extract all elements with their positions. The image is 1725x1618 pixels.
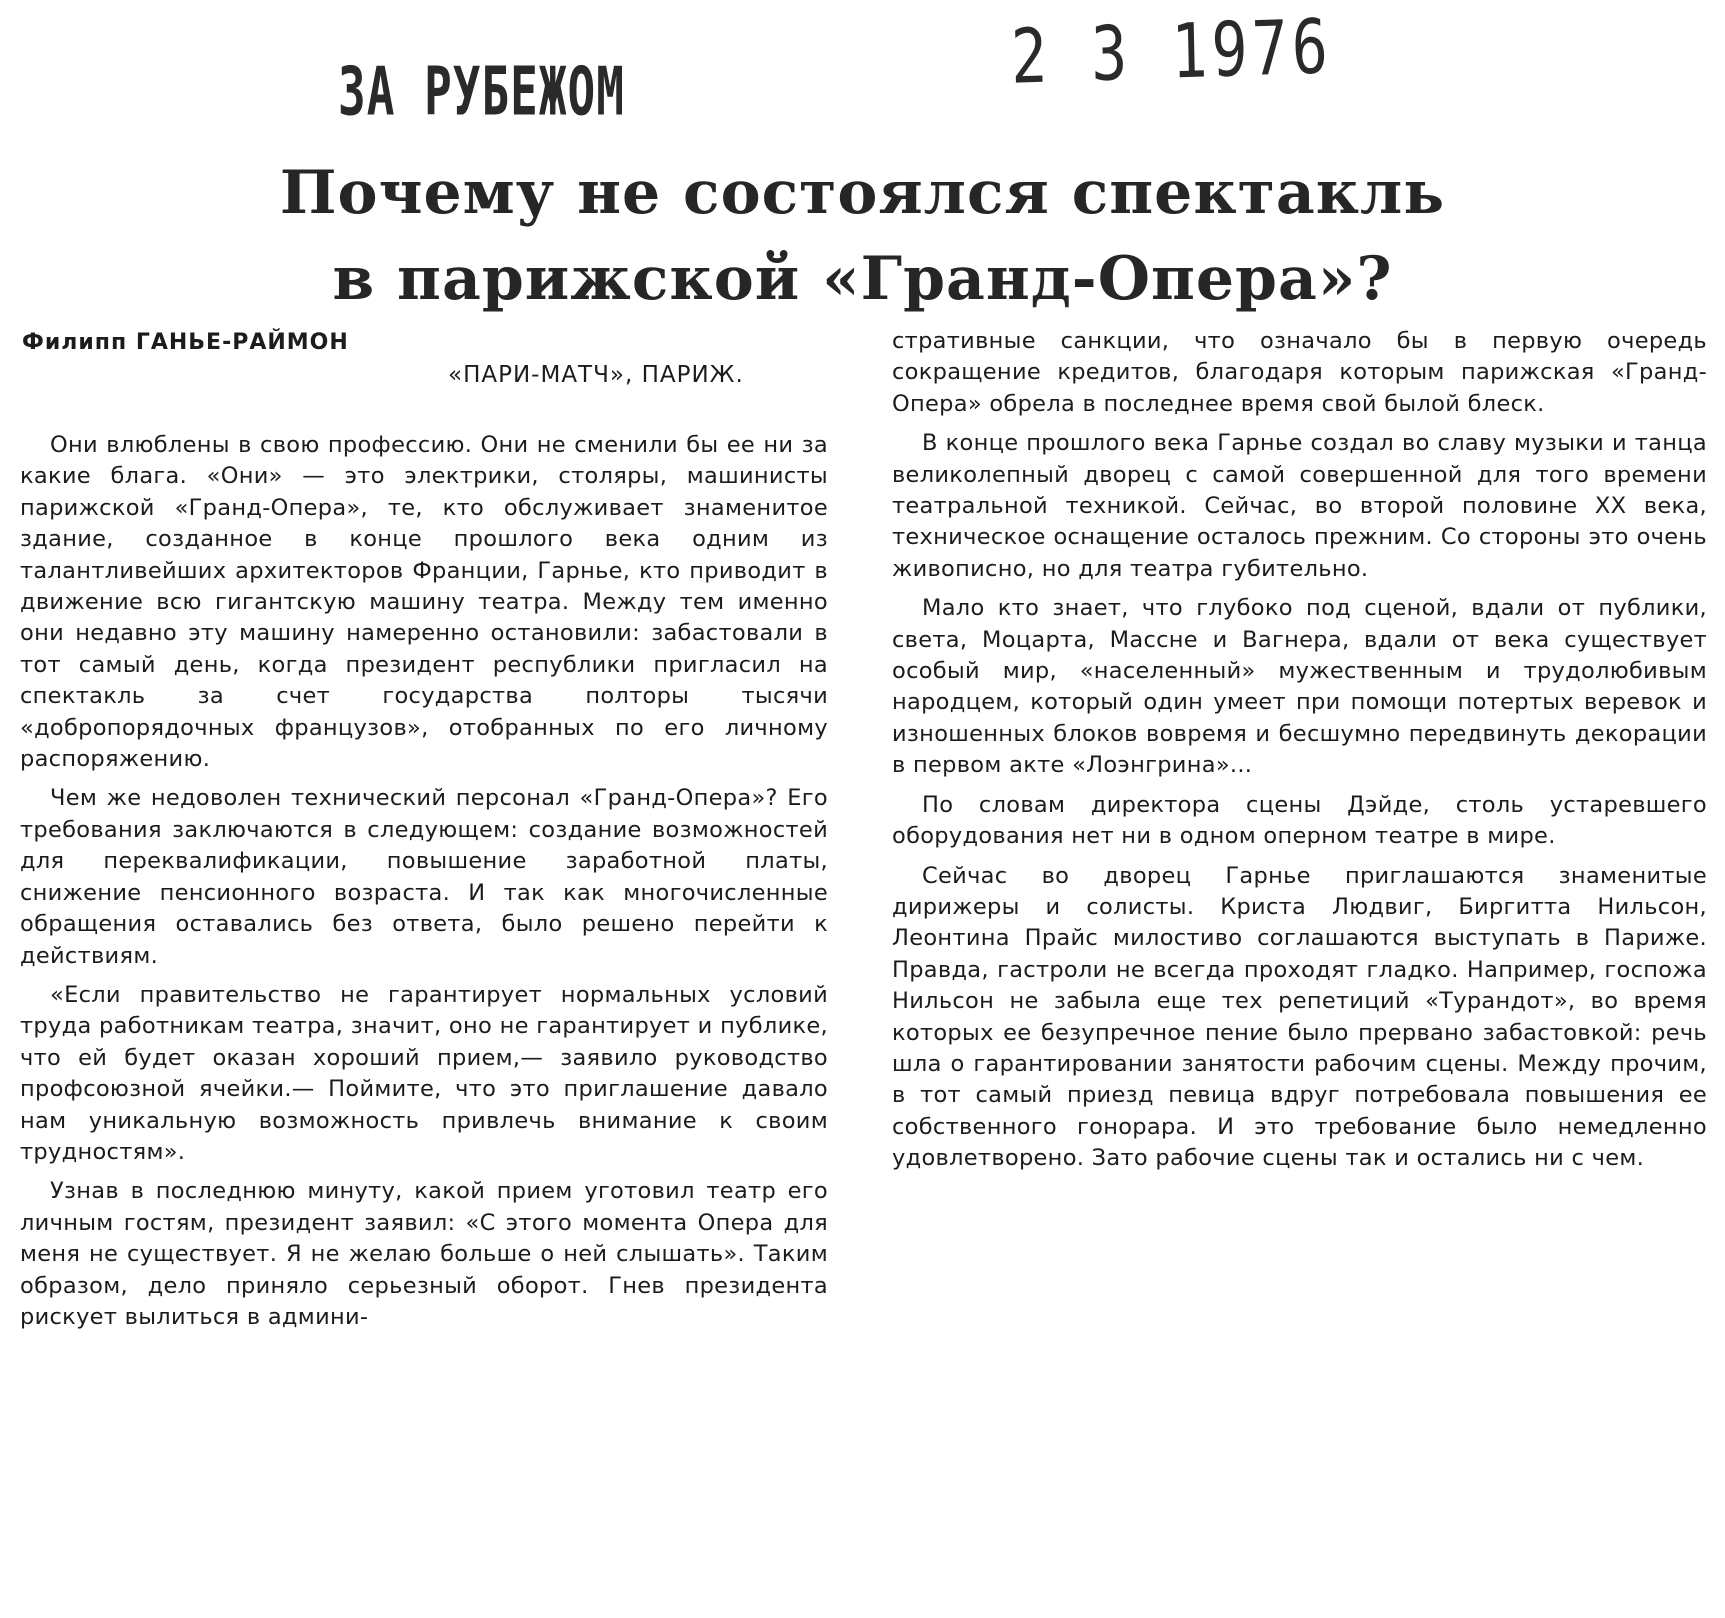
paragraph: Чем же недоволен технический персонал «Гранд-Опера»? Его требования заключаются в следующем: создание возможностей для переквалификации, повышение заработной платы, снижение пенсионного возраста. И так как многочисленные обращения оставались без ответа, было решено перейти к действиям. <box>20 785 828 969</box>
paragraph: Сейчас во дворец Гарнье приглашаются знаменитые дирижеры и солисты. Криста Людвиг, Биргитта Нильсон, Леонтина Прайс милостиво соглашаются выступать в Париже. Правда, гастроли не всегда проходят гладко. Например, госпожа Нильсон не забыла еще тех репетиций «Турандот», во время которых ее безупречное пение было прервано забастовкой: речь шла о гарантировании занятости рабочим сцены. Между прочим, в тот самый приезд певица вдруг потребовала повышения ее собственного гонорара. И это требование было немедленно удовлетворено. Зато рабочие сцены так и остались ни с чем. <box>892 862 1707 1172</box>
article-headline <box>0 150 1725 322</box>
paragraph: По словам директора сцены Дэйде, столь устаревшего оборудования нет ни в одном оперном театре в мире. <box>892 791 1707 850</box>
paragraph: «Если правительство не гарантирует нормальных условий труда работникам театра, значит, оно не гарантирует и публике, что ей будет оказан хороший прием,— заявило руководство профсоюзной ячейки.— Поймите, что это приглашение давало нам уникальную возможность привлечь внимание к своим трудностям». <box>20 981 828 1165</box>
paragraph-continued: стративные санкции, что означало бы в первую очередь сокращение кредитов, благодаря которым парижская «Гранд-Опера» обрела в последнее время свой былой блеск. <box>892 328 1707 417</box>
left-column <box>20 430 828 1341</box>
paragraph: Они влюблены в свою профессию. Они не сменили бы ее ни за какие блага. «Они» — это электрики, столяры, машинисты парижской «Гранд-Опера», те, кто обслуживает знаменитое здание, созданное в конце прошлого века одним из талантливейших архитекторов Франции, Гарнье, кто приводит в движение всю гигантскую машину театра. Между тем именно они недавно эту машину намеренно остановили: забастовали в тот самый день, когда президент республики пригласил на спектакль за счет государства полторы тысячи «добропорядочных французов», отобранных по его личному распоряжению. <box>20 432 828 773</box>
handwritten-date: 2 3 1976 <box>1010 3 1333 102</box>
right-column <box>892 326 1707 1183</box>
paragraph: В конце прошлого века Гарнье создал во славу музыки и танца великолепный дворец с самой совершенной для того времени театральной техникой. Сейчас, во второй половине XX века, техническое оснащение осталось прежним. Со стороны это очень живописно, но для театра губительно. <box>892 430 1707 582</box>
article-source: «ПАРИ-МАТЧ», ПАРИЖ. <box>448 362 744 388</box>
section-stamp: ЗА РУБЕЖОМ <box>338 52 625 131</box>
article-author: Филипп ГАНЬЕ-РАЙМОН <box>22 330 349 355</box>
paragraph: Узнав в последнюю минуту, какой прием уготовил театр его личным гостям, президент заявил: «С этого момента Опера для меня не существует. Я не желаю больше о ней слышать». Таким образом, дело приняло серьезный оборот. Гнев президента рискует вылиться в админи- <box>20 1178 828 1330</box>
paragraph: Мало кто знает, что глубоко под сценой, вдали от публики, света, Моцарта, Массне и Вагнера, вдали от века существует особый мир, «населенный» мужественным и трудолюбивым народцем, который один умеет при помощи потертых веревок и изношенных блоков вовремя и бесшумно передвинуть декорации в первом акте «Лоэнгрина»... <box>892 595 1707 779</box>
headline-line-1: Почему не состоялся спектакль <box>279 158 1446 228</box>
headline-line-2: в парижской «Гранд-Опера»? <box>332 244 1393 314</box>
